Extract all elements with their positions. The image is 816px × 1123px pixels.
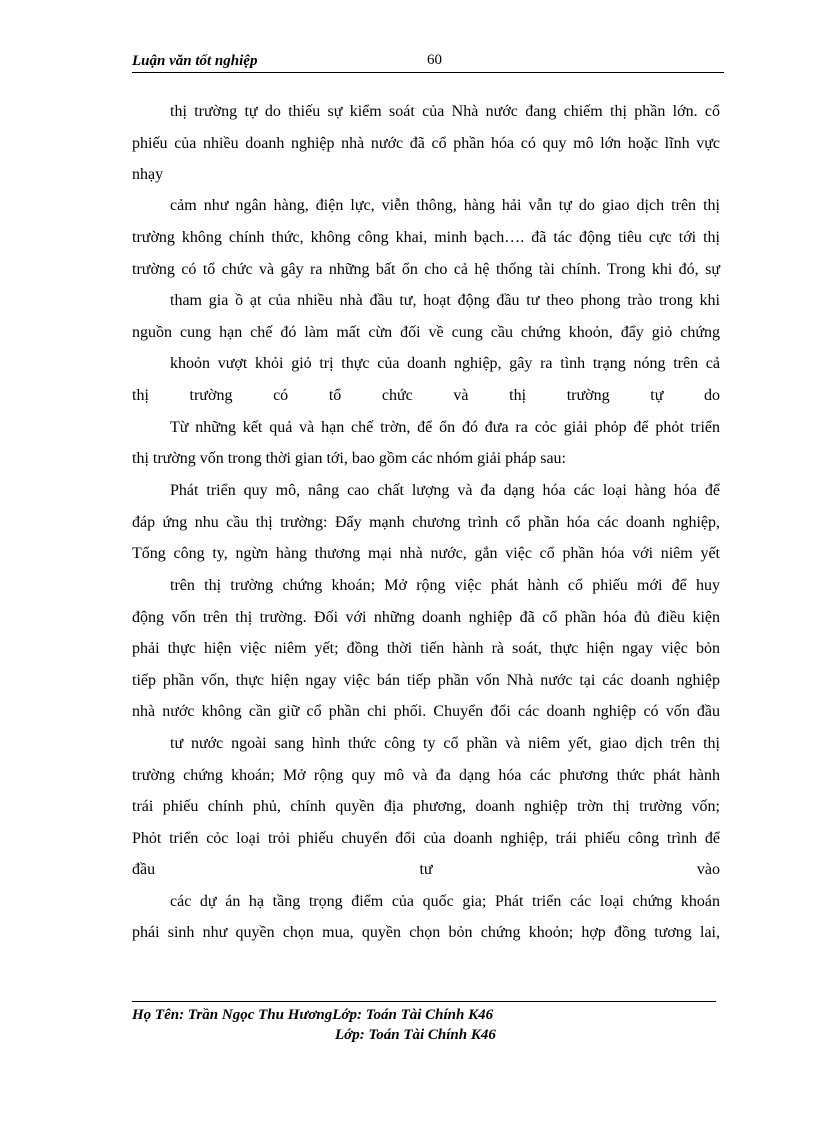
text-line: trường có tổ chức và gây ra những bất ổn cho cả hệ thống tài chính. Trong khi đó, sự <box>132 261 720 278</box>
page-header <box>132 50 724 74</box>
text-line: phái sinh như quyền chọn mua, quyền chọn bỏn chứng khoỏn; hợp đồng tương lai, <box>132 924 720 941</box>
footer-divider <box>132 1001 716 1002</box>
text-line: đáp ứng nhu cầu thị trường: Đẩy mạnh chương trình cổ phần hóa các doanh nghiệp, <box>132 514 720 531</box>
text-line: tiếp phần vốn, thực hiện ngay việc bán tiếp phần vốn Nhà nước tại các doanh nghiệp <box>132 672 720 689</box>
document-title: Luận văn tốt nghiệp <box>132 53 258 69</box>
text-line: đầu tư vào <box>132 861 720 878</box>
text-line: thị trường vốn trong thời gian tới, bao gồm các nhóm giải pháp sau: <box>132 450 566 467</box>
text-line: phiếu của nhiều doanh nghiệp nhà nước đã cổ phần hóa có quy mô lớn hoặc lĩnh vực <box>132 135 720 152</box>
text-line: Tổng công ty, ngừn hàng thương mại nhà nước, gắn việc cổ phần hóa với niêm yết <box>132 545 720 562</box>
text-line: cảm như ngân hàng, điện lực, viễn thông, hàng hải vẫn tự do giao dịch trên thị <box>170 197 720 214</box>
footer-author: Họ Tên: Trần Ngọc Thu HươngLớp: Toán Tài Chính K46 <box>132 1007 494 1023</box>
text-line: trường chứng khoán; Mở rộng quy mô và đa dạng hóa các phương thức phát hành <box>132 767 720 784</box>
text-line: Phát triển quy mô, nâng cao chất lượng và đa dạng hóa các loại hàng hóa để <box>170 482 720 499</box>
text-line: Phỏt triển cỏc loại trỏi phiếu chuyển đổi của doanh nghiệp, trái phiếu công trình để <box>132 830 720 847</box>
text-line: phải thực hiện việc niêm yết; đồng thời tiến hành rà soát, thực hiện ngay việc bỏn <box>132 640 720 657</box>
text-line: Từ những kết quả và hạn chế trờn, để ổn đó đưa ra cỏc giải phỏp để phỏt triển <box>170 419 720 436</box>
text-line: khoỏn vượt khỏi giỏ trị thực của doanh nghiệp, gây ra tình trạng nóng trên cả <box>170 355 720 372</box>
text-line: nhà nước không cần giữ cổ phần chi phối. Chuyển đổi các doanh nghiệp có vốn đầu <box>132 703 720 720</box>
text-line: trái phiếu chính phủ, chính quyền địa phương, doanh nghiệp trờn thị trường vốn; <box>132 798 720 815</box>
footer-class: Lớp: Toán Tài Chính K46 <box>335 1027 496 1043</box>
header-divider <box>132 72 724 73</box>
text-line: trường không chính thức, không công khai, minh bạch…. đã tác động tiêu cực tới thị <box>132 229 720 246</box>
text-line: tham gia ồ ạt của nhiều nhà đầu tư, hoạt động đầu tư theo phong trào trong khi <box>170 292 720 309</box>
text-line: nguồn cung hạn chế đó làm mất cừn đối về cung cầu chứng khoỏn, đẩy giỏ chứng <box>132 324 720 341</box>
text-line: trên thị trường chứng khoán; Mở rộng việc phát hành cổ phiếu mới để huy <box>170 577 720 594</box>
text-line: các dự án hạ tầng trọng điểm của quốc gia; Phát triển các loại chứng khoán <box>170 893 720 910</box>
text-line: thị trường tự do thiếu sự kiểm soát của Nhà nước đang chiếm thị phần lớn. cổ <box>170 103 720 120</box>
text-line: thị trường có tổ chức và thị trường tự do <box>132 387 720 404</box>
text-line: tư nước ngoài sang hình thức công ty cổ phần và niêm yết, giao dịch trên thị <box>170 735 720 752</box>
text-line: nhạy <box>132 166 164 183</box>
text-line: động vốn trên thị trường. Đối với những doanh nghiệp đã cổ phần hóa đủ điều kiện <box>132 609 720 626</box>
page-number: 60 <box>427 52 442 68</box>
